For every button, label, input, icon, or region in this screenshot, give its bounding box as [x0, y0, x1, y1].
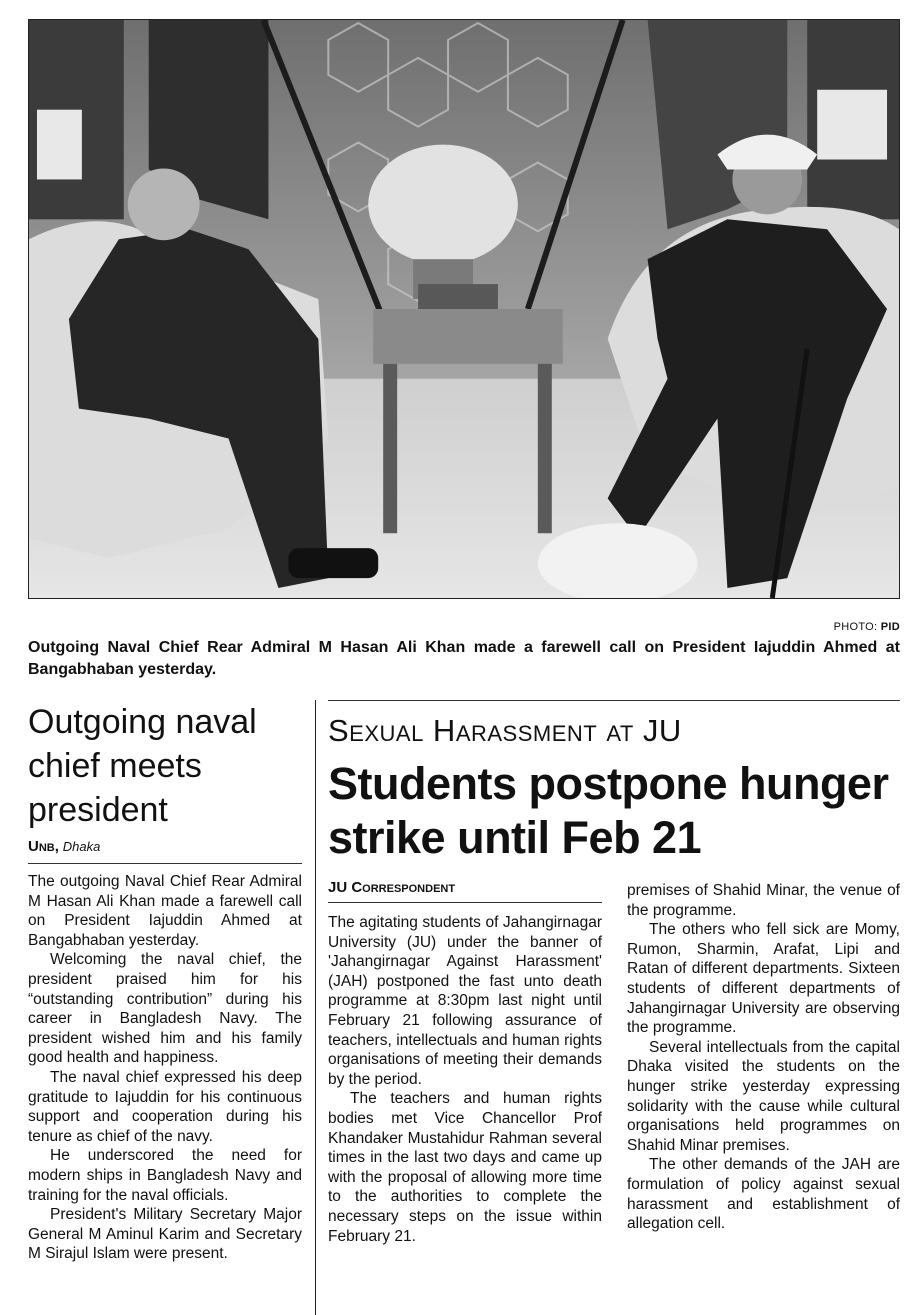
paragraph: The outgoing Naval Chief Rear Admiral M Hasan Ali Khan made a farewell call on President Iajuddin Ahmed at Bangabhaban yesterday. — [28, 873, 302, 949]
paragraph: premises of Shahid Minar, the venue of the programme. — [627, 882, 900, 919]
paragraph: The other demands of the JAH are formulation of policy against sexual harassment and establishment of allegation cell. — [627, 1156, 900, 1233]
photo-credit-label: PHOTO: — [833, 621, 878, 633]
right-story-byline: JU Correspondent — [328, 879, 602, 903]
paragraph: The teachers and human rights bodies met Vice Chancellor Prof Khandaker Mustahidur Rahman several times in the last two days and came up with the proposal of allowing more time to the authorities to complete the necessary steps on the issue within February 21. — [328, 1090, 602, 1245]
paragraph: Welcoming the naval chief, the president praised him for his “outstanding contribution” during his career in Bangladesh Navy. The president wished him and his family good health and happiness. — [28, 951, 302, 1067]
right-story-body-1 — [328, 913, 602, 1246]
paragraph: The others who fell sick are Momy, Rumon, Sharmin, Arafat, Lipi and Ratan of different departments. Sixteen students of different departments of Jahangirnagar University are observing the programme. — [627, 921, 900, 1037]
left-story — [28, 700, 302, 1264]
right-story-column-2 — [627, 881, 900, 1234]
photo-credit-source: PID — [880, 621, 900, 633]
photo-illustration — [29, 20, 899, 598]
byline-agency: Unb, — [28, 838, 59, 855]
left-story-headline: Outgoing naval chief meets president — [28, 703, 257, 829]
photo-caption: Outgoing Naval Chief Rear Admiral M Hasan Ali Khan made a farewell call on President Iajuddin Ahmed at Bangabhaban yesterday. — [28, 639, 900, 678]
photo-credit — [834, 621, 900, 633]
news-photo — [28, 19, 900, 599]
right-story-header — [328, 700, 900, 865]
right-story-kicker: Sexual Harassment at JU — [328, 713, 682, 748]
paragraph: President's Military Secretary Major General M Aminul Karim and Secretary M Sirajul Islam were present. — [28, 1206, 302, 1263]
paragraph: He underscored the need for modern ships in Bangladesh Navy and training for the naval officials. — [28, 1147, 302, 1204]
left-story-byline — [28, 838, 302, 864]
right-story-body-2 — [627, 881, 900, 1234]
paragraph: The naval chief expressed his deep gratitude to Iajuddin for his continuous support and cooperation during his tenure as chief of the navy. — [28, 1068, 302, 1145]
byline-place: Dhaka — [62, 839, 101, 854]
column-divider — [315, 700, 316, 1315]
paragraph: Several intellectuals from the capital Dhaka visited the students on the hunger strike yesterday expressing solidarity with the cause while cultural organisations held programmes on Shahid Minar premises. — [627, 1038, 900, 1154]
right-story-headline: Students postpone hunger strike until Feb 21 — [328, 758, 889, 863]
paragraph: The agitating students of Jahangirnagar University (JU) under the banner of 'Jahangirnagar Against Harassment' (JAH) postponed the fast unto death programme at 8:30pm last night until February 21 following assurance of teachers, intellectuals and human rights organisations of meeting their demands by the period. — [328, 914, 602, 1088]
left-story-body — [28, 872, 302, 1264]
right-story-column-1 — [328, 879, 602, 1246]
